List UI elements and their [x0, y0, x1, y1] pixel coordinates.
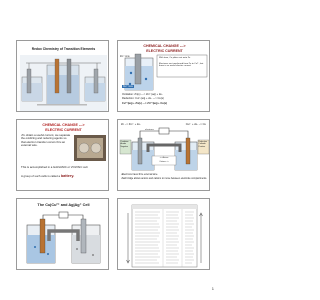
slide-2-title-line1: CHEMICAL CHANGE ---> — [143, 44, 186, 48]
slide-3-bullet-1: •To obtain a useful current, we separate the oxidizing and reducing agents so that electron transfer occurs thru an external wire. — [21, 133, 71, 148]
slide-2-cu-ions-label: Cu²⁺ ions — [123, 86, 133, 88]
slide-3 — [16, 119, 109, 191]
slide-4-electron-flow: electrons — [145, 129, 154, 131]
slide-3-title-line2: ELECTRIC CURRENT — [45, 127, 82, 132]
slide-1-apparatus-illustration — [17, 41, 109, 112]
slide-1 — [16, 40, 109, 112]
slide-2-zn-ions-label: Zn²⁺ ions — [120, 55, 130, 58]
slide-4-anode-label: Oxidation Anode Negative — [120, 141, 129, 148]
slide-4-footer-1: •Electrons travel thru external wire. — [121, 173, 158, 176]
slide-2-note-1: With time, Cu plates out onto Zn — [159, 56, 191, 59]
slide-6 — [117, 198, 210, 270]
slide-2-overall-reaction: Cu²⁺(aq) + Zn(s) ---> Zn²⁺(aq) + Cu(s) — [122, 102, 168, 105]
slide-5-title: The Cu|Cu²⁺ and Ag|Ag⁺ Cell — [37, 203, 90, 207]
slide-4-header-left: Zn --> Zn²⁺ + 2e- — [121, 123, 141, 126]
slide-4-footer-2: •Salt bridge allows anions and cations to move between electrode compartments. — [121, 176, 208, 180]
slide-3-title-line1: CHEMICAL CHANGE ---> — [42, 123, 85, 127]
slide-4 — [117, 119, 210, 191]
slide-2-title-line2: ELECTRIC CURRENT — [146, 48, 183, 53]
slide-2-note-2: Electrons are transferred from Zn to Cu²⁺, but there is no useful electric current. — [159, 62, 204, 68]
slide-4-anions-label: <-- Anions — [159, 157, 169, 159]
slide-5-cell-diagram — [17, 199, 109, 270]
slide-6-reduction-potential-table — [118, 199, 210, 270]
slide-1-title: Redox Chemistry of Transition Elements — [31, 47, 96, 51]
slide-3-battery-word: battery. — [60, 174, 75, 178]
slide-5 — [16, 198, 109, 270]
slide-4-cations-label: Cations --> — [159, 160, 169, 163]
slide-4-cathode-label: Reduction Cathode Positive — [198, 141, 208, 148]
slide-2-reduction: Reduction: Cu²⁺(aq) + 2e- ---> Cu(s) — [122, 96, 164, 100]
slide-2 — [117, 40, 210, 112]
slide-3-bullet-2: This is accomplished in a GALVANIC or VOLTAIC cell. — [21, 165, 89, 169]
slide-3-cell-photo — [17, 120, 109, 191]
slide-4-header-right: Cu²⁺ + 2e- --> Cu — [185, 123, 206, 126]
page-number: 1 — [211, 286, 214, 291]
slide-2-oxidation: Oxidation: Zn(s) ---> Zn²⁺(aq) + 2e- — [122, 93, 163, 96]
slide-3-bullet-3: A group of such cells is called a battery. — [21, 174, 75, 178]
